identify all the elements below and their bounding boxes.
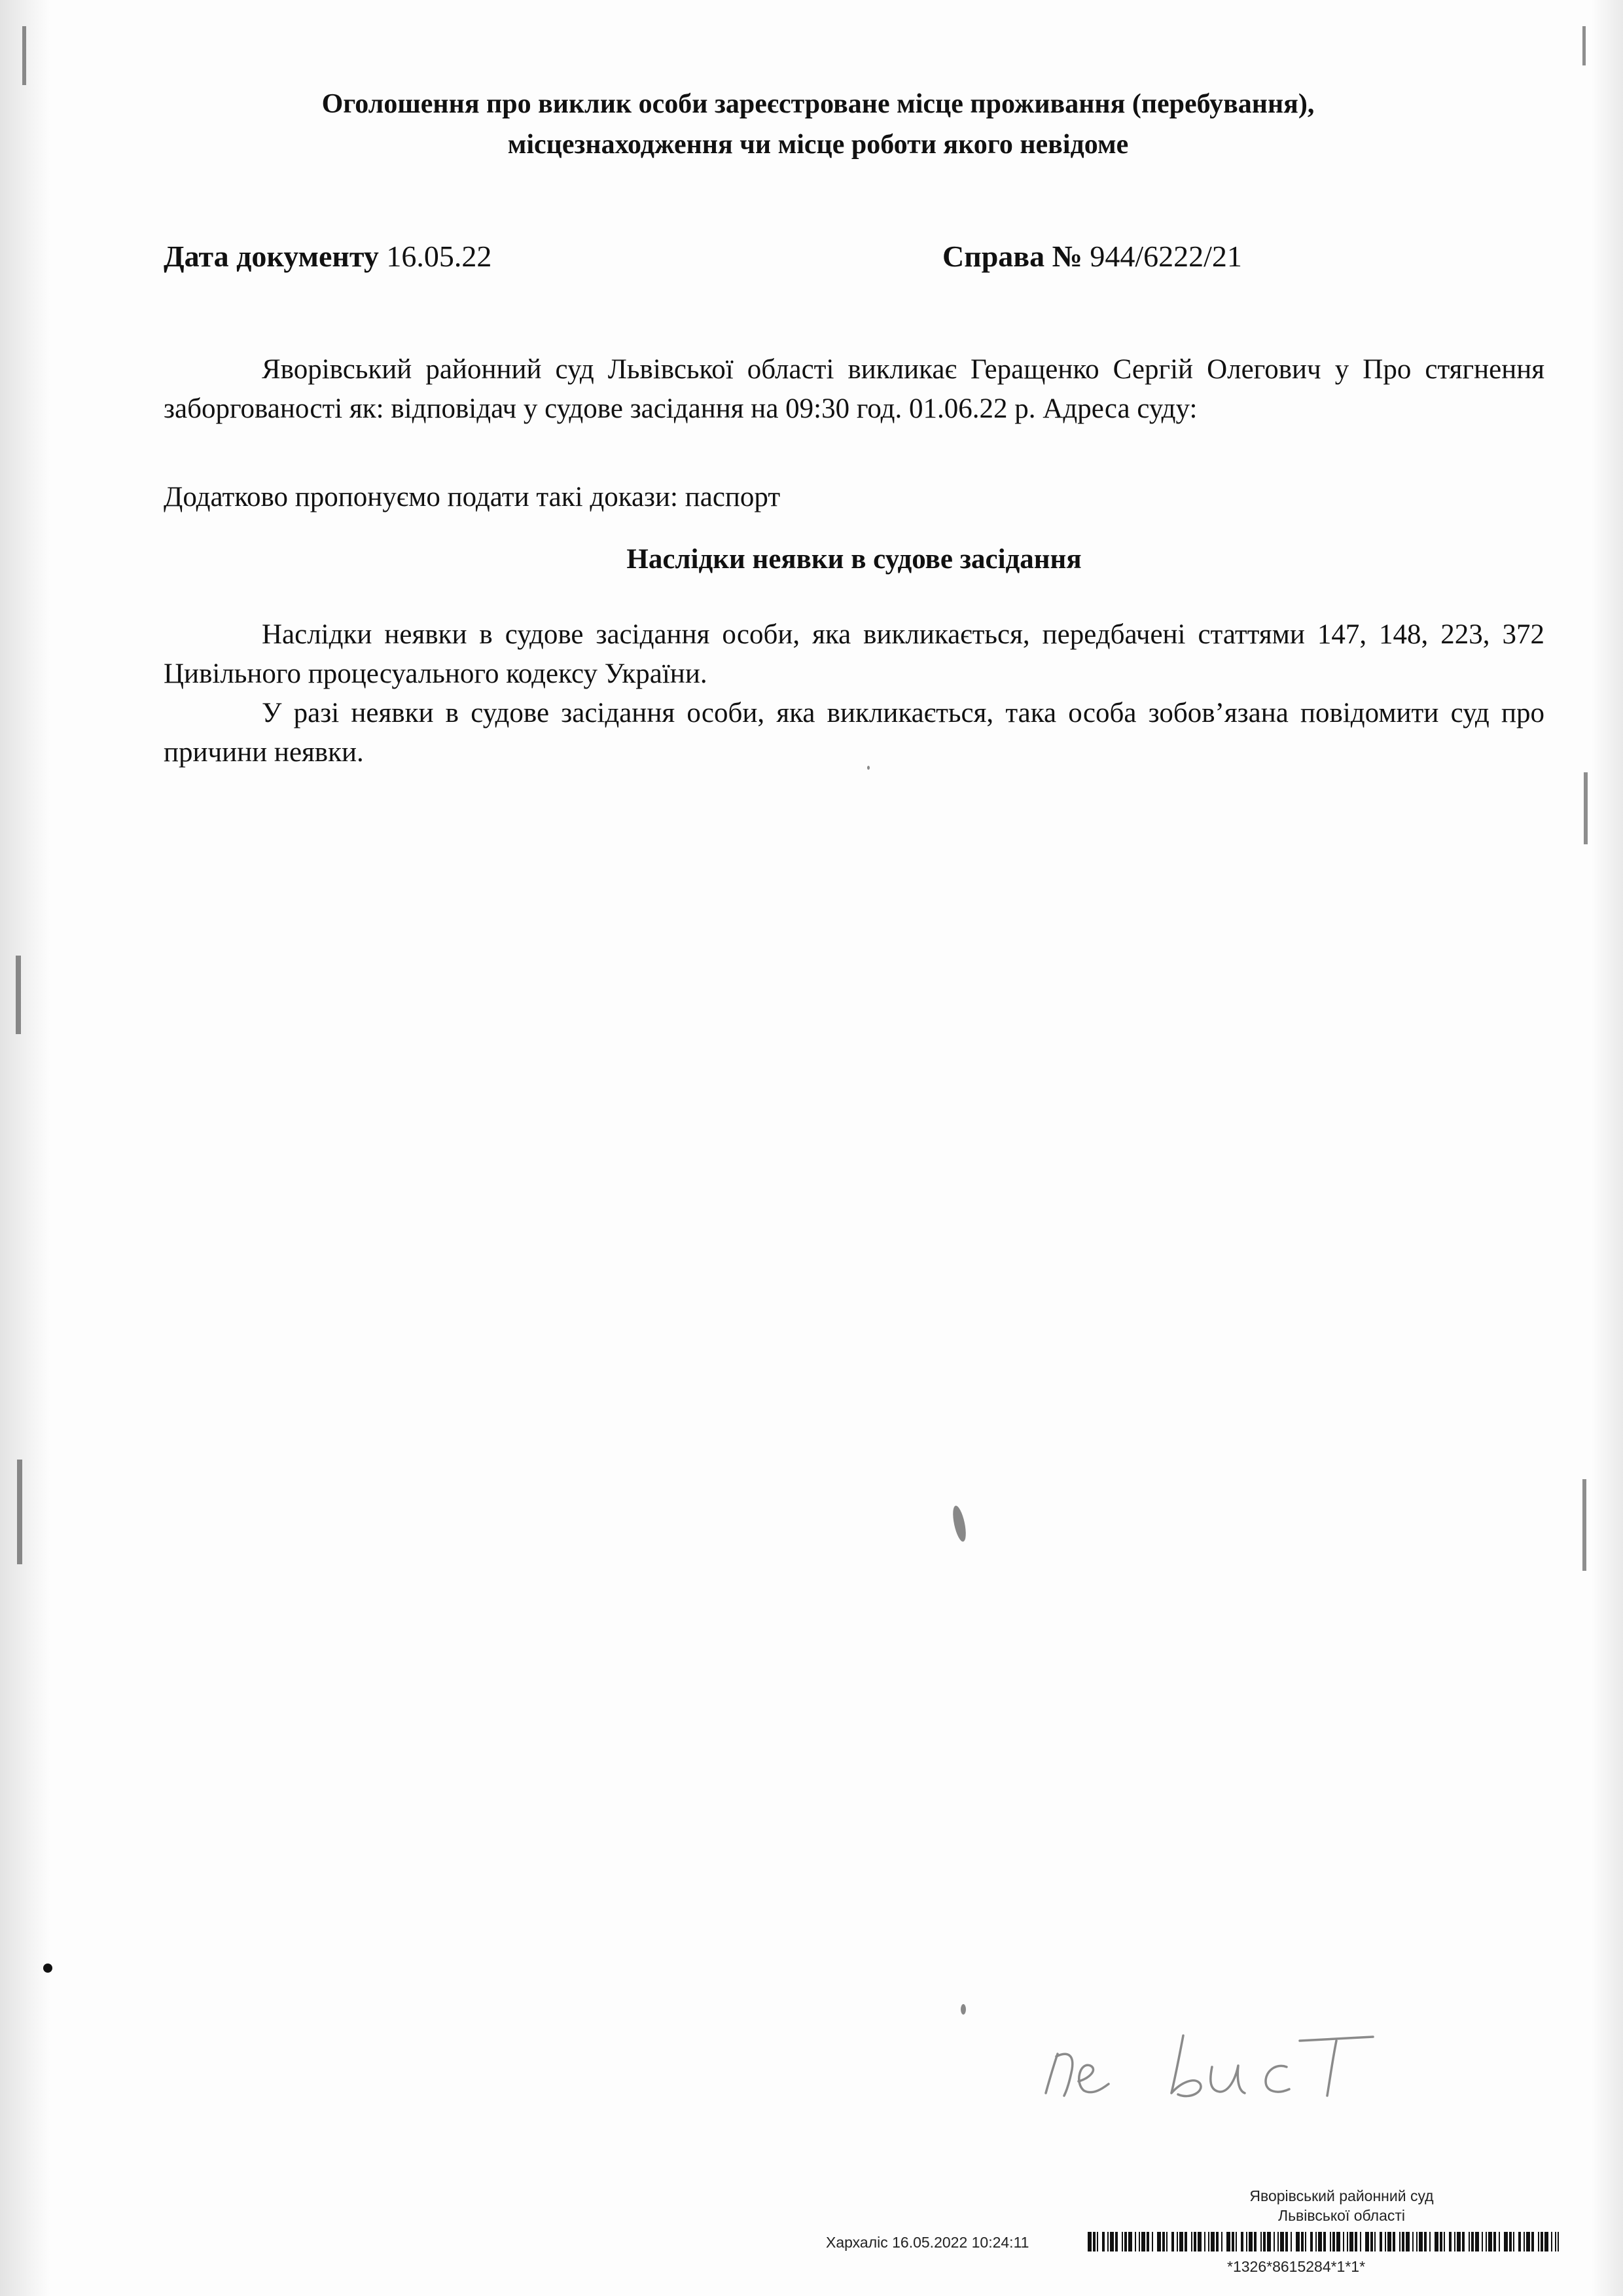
- scan-streak: [1582, 26, 1586, 65]
- barcode-icon: [1088, 2232, 1559, 2251]
- scan-streak: [1584, 772, 1588, 844]
- margin-dot: [43, 1964, 52, 1973]
- document-date: [164, 239, 491, 274]
- case-number: [942, 239, 1242, 274]
- evidence-paragraph: Додатково пропонуємо подати такі докази: паспорт: [164, 482, 781, 512]
- ink-speck: [961, 2004, 966, 2015]
- date-value: 16.05.22: [386, 240, 492, 273]
- handwritten-note-icon: [1041, 2028, 1407, 2106]
- scan-streak: [22, 26, 26, 85]
- scan-streak: [17, 1460, 22, 1564]
- document-title: [164, 84, 1472, 165]
- ink-smudge: [950, 1505, 968, 1543]
- date-label: Дата документу: [164, 240, 379, 273]
- scan-shadow-left: [0, 0, 72, 2296]
- consequences-heading: Наслідки неявки в судове засідання: [626, 544, 1082, 575]
- barcode-number: *1326*8615284*1*1*: [1227, 2258, 1366, 2275]
- case-label: Справа №: [942, 240, 1082, 273]
- case-value: 944/6222/21: [1090, 240, 1242, 273]
- scan-streak: [16, 956, 21, 1034]
- title-line-2: місцезнаходження чи місце роботи якого невідоме: [507, 130, 1129, 160]
- stamp-timestamp: Хархаліс 16.05.2022 10:24:11: [826, 2234, 1029, 2251]
- stamp-court-line-1: Яворівський районний суд: [1249, 2187, 1434, 2204]
- stamp-court-line-2: Львівської області: [1277, 2207, 1406, 2224]
- title-line-1: Оголошення про виклик особи зареєстроване місце проживання (перебування),: [321, 89, 1315, 119]
- consequences-paragraph-1: Наслідки неявки в судове засідання особи, яка викликається, передбачені статтями 147, 148, 223, 372 Цивільного процесуального кодексу України.: [164, 619, 1544, 689]
- ink-speck: [867, 766, 870, 770]
- consequences-paragraph-2: У разі неявки в судове засідання особи, яка викликається, така особа зобов’язана повідомити суд про причини неявки.: [164, 698, 1544, 768]
- summons-paragraph: Яворівський районний суд Львівської області викликає Геращенко Сергій Олегович у Про стягнення заборгованості як: відповідач у судове засідання на 09:30 год. 01.06.22 р. Адреса суду:: [164, 354, 1544, 424]
- court-stamp: [1185, 2186, 1499, 2225]
- scan-streak: [1582, 1479, 1586, 1571]
- scan-shadow-right: [1577, 0, 1623, 2296]
